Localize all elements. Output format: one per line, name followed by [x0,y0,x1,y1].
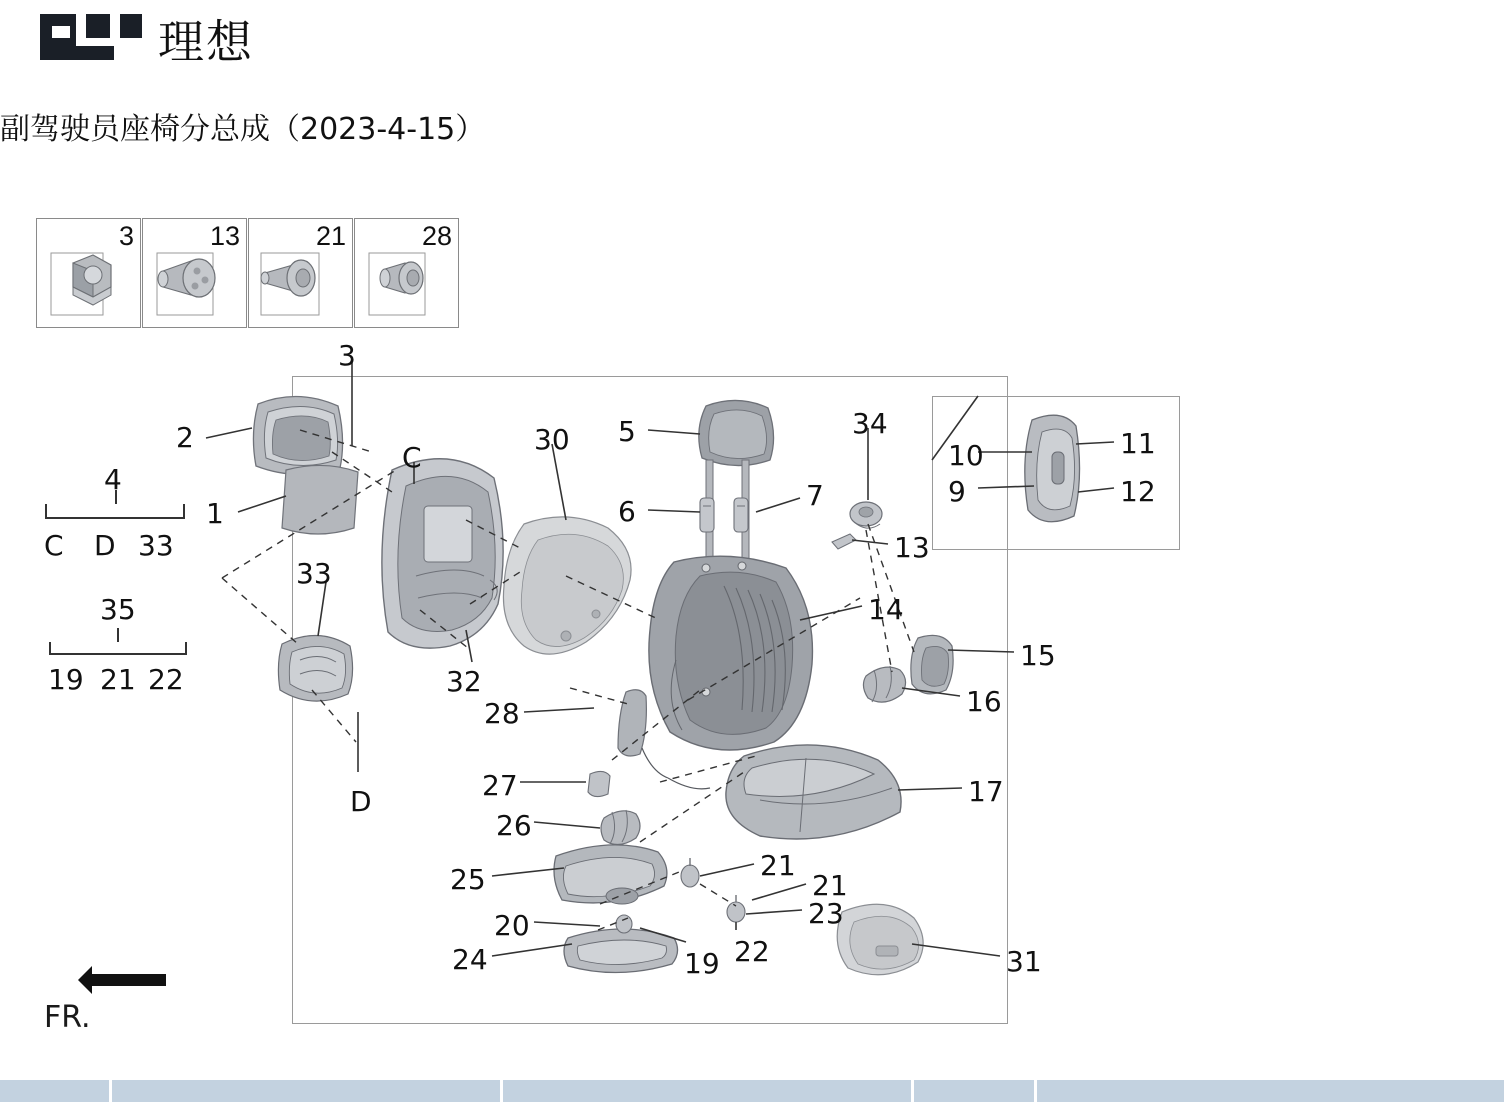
callout-34: 34 [852,407,888,440]
bottom-bar-segment [914,1080,1036,1102]
fastener-number: 13 [209,221,240,251]
bottom-bar-segment [503,1080,914,1102]
callout-19-left: 19 [48,663,84,696]
callout-1: 1 [206,497,224,530]
callout-28-mid: 28 [484,697,520,730]
callout-14: 14 [868,593,904,626]
callout-13-mid: 13 [894,531,930,564]
bottom-bar-segment [0,1080,112,1102]
callout-21-b: 21 [812,869,848,902]
callout-7: 7 [806,479,824,512]
callout-9: 9 [948,475,966,508]
front-direction-label: FR. [44,1000,91,1035]
callout-d-bottom: D [350,785,372,818]
callout-10: 10 [948,439,984,472]
callout-11: 11 [1120,427,1156,460]
callout-17: 17 [968,775,1004,808]
callout-23: 23 [808,897,844,930]
callout-12: 12 [1120,475,1156,508]
callout-21-left: 21 [100,663,136,696]
callout-2: 2 [176,421,194,454]
callout-20: 20 [494,909,530,942]
callout-35: 35 [100,593,136,626]
fastener-number: 21 [315,221,346,251]
callout-27: 27 [482,769,518,802]
page-title: 副驾驶员座椅分总成（2023-4-15） [0,112,486,147]
bottom-bar-segment [112,1080,503,1102]
callout-33-mid: 33 [296,557,332,590]
callout-30: 30 [534,423,570,456]
callout-3-top: 3 [338,339,356,372]
front-direction-arrow-icon [78,962,170,998]
callout-d-left: D [94,529,116,562]
bottom-color-bar [0,1080,1504,1102]
fastener-number: 3 [118,221,134,251]
callout-21-a: 21 [760,849,796,882]
callout-4: 4 [104,463,122,496]
callout-15: 15 [1020,639,1056,672]
callout-16: 16 [966,685,1002,718]
callout-24: 24 [452,943,488,976]
callout-19-bottom: 19 [684,947,720,980]
callout-32: 32 [446,665,482,698]
callout-c-top: C [402,441,422,474]
bottom-bar-segment [1037,1080,1504,1102]
callout-25: 25 [450,863,486,896]
callout-5: 5 [618,415,636,448]
callout-31: 31 [1006,945,1042,978]
fastener-number: 28 [421,221,452,251]
callout-22-bottom: 22 [734,935,770,968]
callout-c-left: C [44,529,64,562]
brand-name: 理想 [158,15,254,69]
callout-33-left: 33 [138,529,174,562]
callout-22-left: 22 [148,663,184,696]
callout-26: 26 [496,809,532,842]
callout-6: 6 [618,495,636,528]
